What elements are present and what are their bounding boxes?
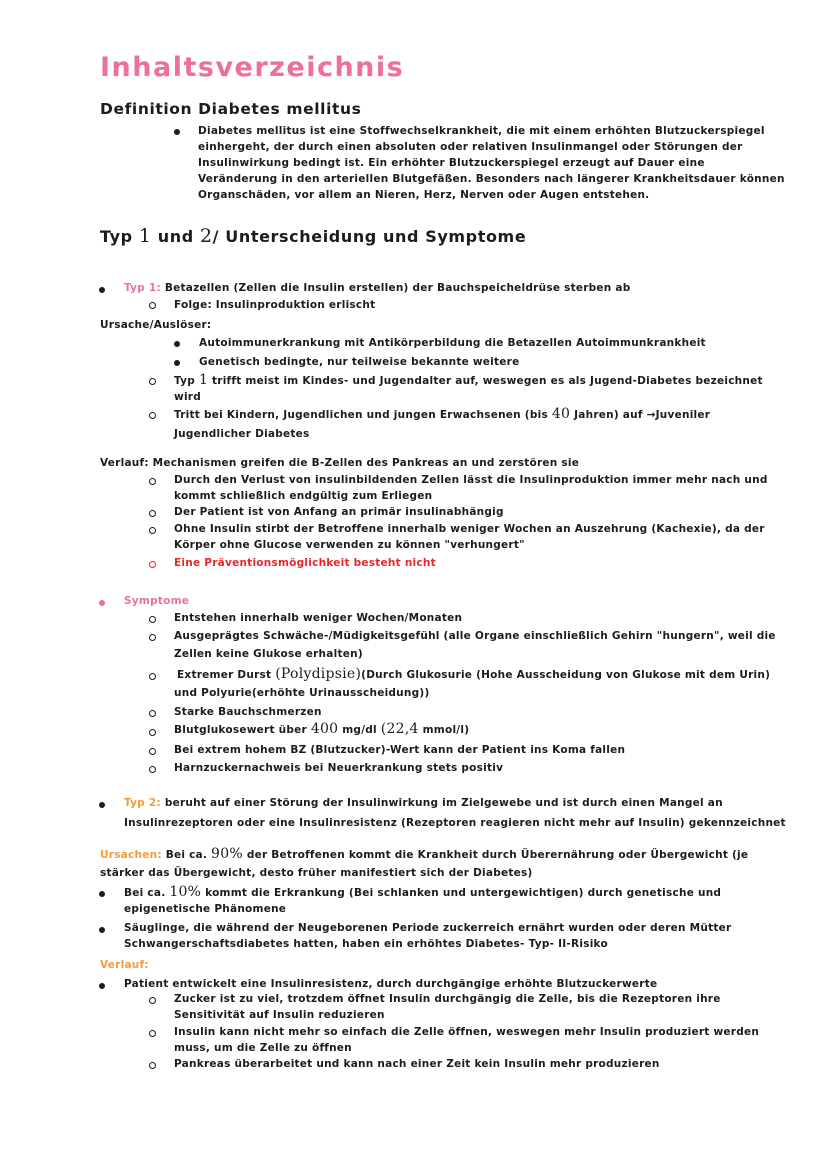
typ1-tritt: Tritt bei Kindern, Jugendlichen und jungen Erwachsenen (bis 40 Jahren) auf →Juveniler Jugendlicher Diabetes	[174, 406, 711, 440]
circle-bullet	[149, 748, 156, 755]
circle-bullet	[149, 710, 156, 717]
ursache-item: Genetisch bedingte, nur teilweise bekannte weitere	[199, 356, 520, 368]
definition-line: Veränderung in den arteriellen Blutgefäßen. Besonders nach längerer Krankheitsdauer können	[198, 173, 785, 185]
circle-bullet	[149, 412, 156, 419]
bullet-dot	[174, 341, 180, 347]
prevention-warning: Eine Präventionsmöglichkeit besteht nicht	[174, 557, 436, 569]
circle-bullet	[149, 729, 156, 736]
page-title: Inhaltsverzeichnis	[100, 52, 405, 83]
circle-bullet	[149, 673, 156, 680]
symptom-item: Bei extrem hohem BZ (Blutzucker)-Wert kann der Patient ins Koma fallen	[174, 744, 626, 756]
definition-heading: Definition Diabetes mellitus	[100, 100, 362, 118]
definition-line: einhergeht, der durch einen absoluten oder relativen Insulinmangel oder Störungen der	[198, 141, 743, 153]
circle-bullet	[149, 510, 156, 517]
typ1-alter: Typ 1 trifft meist im Kindes- und Jugendalter auf, weswegen es als Jugend-Diabetes bezeichnet wird	[174, 372, 763, 403]
typ2-bullet: Bei ca. 10% kommt die Erkrankung (Bei schlanken und untergewichtigen) durch genetische und epigenetische Phänomene	[124, 884, 722, 915]
circle-bullet	[149, 561, 156, 568]
typ1-label: Typ 1:	[124, 282, 161, 294]
symptome-label: Symptome	[124, 595, 190, 607]
circle-bullet	[149, 766, 156, 773]
circle-bullet	[149, 378, 156, 385]
circle-bullet	[149, 302, 156, 309]
verlauf-item: Pankreas überarbeitet und kann nach einer Zeit kein Insulin mehr produzieren	[174, 1058, 660, 1070]
circle-bullet	[149, 997, 156, 1004]
symptom-item: Entstehen innerhalb weniger Wochen/Monaten	[174, 612, 463, 624]
typ2-verlauf: Patient entwickelt eine Insulinresistenz, durch durchgängige erhöhte Blutzuckerwerte	[124, 978, 658, 990]
verlauf-item: Insulin kann nicht mehr so einfach die Zelle öffnen, weswegen mehr Insulin produziert werden muss, um die Zelle zu öffnen	[174, 1026, 760, 1054]
circle-bullet	[149, 1030, 156, 1037]
definition-paragraph	[198, 123, 785, 203]
section-heading-typ: Typ 1 und 2/ Unterscheidung und Symptome	[100, 225, 527, 247]
typ2-bullet: Säuglinge, die während der Neugeborenen Periode zuckerreich ernährt wurden oder deren Mütter Schwangerschaftsdiabetes hatten, haben ein erhöhtes Diabetes- Typ- II-Risiko	[124, 922, 732, 950]
circle-bullet	[149, 616, 156, 623]
typ2-ursachen: Ursachen: Bei ca. 90% der Betroffenen kommt die Krankheit durch Überernährung oder Übergewicht (je stärker das Übergewicht, desto früher manifestiert sich der Diabetes)	[100, 846, 749, 879]
typ2-paragraph: Typ 2: beruht auf einer Störung der Insulinwirkung im Zielgewebe und ist durch einen Mangel an Insulinrezeptoren oder eine Insulinresistenz (Rezeptoren reagieren nicht mehr auf Insulin) gekennzeichnet	[124, 797, 786, 829]
symptom-item: Extremer Durst (Polydipsie)(Durch Glukosurie (Hohe Ausscheidung von Glukose mit dem Urin) und Polyurie(erhöhte Urinausscheidung))	[174, 666, 771, 699]
bullet-dot	[99, 927, 105, 933]
ursache-item: Autoimmunerkrankung mit Antikörperbildung die Betazellen Autoimmunkrankheit	[199, 337, 706, 349]
typ1-folge: Folge: Insulinproduktion erlischt	[174, 299, 376, 311]
definition-line: Diabetes mellitus ist eine Stoffwechselkrankheit, die mit einem erhöhten Blutzuckerspiegel	[198, 125, 765, 137]
verlauf-label: Verlauf:	[100, 959, 149, 971]
bullet-dot	[99, 983, 105, 989]
verlauf-heading: Verlauf: Mechanismen greifen die B-Zellen des Pankreas an und zerstören sie	[100, 457, 580, 469]
bullet-dot	[174, 129, 180, 135]
verlauf-item: Der Patient ist von Anfang an primär insulinabhängig	[174, 506, 504, 518]
verlauf-item: Ohne Insulin stirbt der Betroffene innerhalb weniger Wochen an Auszehrung (Kachexie), da der Körper ohne Glucose verwenden zu können "verhungert"	[174, 523, 765, 551]
circle-bullet	[149, 1062, 156, 1069]
verlauf-item: Zucker ist zu viel, trotzdem öffnet Insulin durchgängig die Zelle, bis die Rezeptoren ihre Sensitivität auf Insulin reduzieren	[174, 993, 721, 1021]
symptom-item: Blutglukosewert über 400 mg/dl (22,4 mmol/l)	[174, 721, 470, 737]
verlauf-item: Durch den Verlust von insulinbildenden Zellen lässt die Insulinproduktion immer mehr nach und kommt schließlich endgültig zum Erliegen	[174, 474, 768, 502]
definition-line: Insulinwirkung bedingt ist. Ein erhöhter Blutzuckerspiegel erzeugt auf Dauer eine	[198, 157, 705, 169]
symptom-item: Harnzuckernachweis bei Neuerkrankung stets positiv	[174, 762, 504, 774]
typ1-line: Typ 1: Betazellen (Zellen die Insulin erstellen) der Bauchspeicheldrüse sterben ab	[124, 282, 631, 294]
ursachen-label: Ursachen:	[100, 849, 162, 861]
bullet-dot	[99, 600, 105, 606]
symptom-item: Starke Bauchschmerzen	[174, 706, 322, 718]
circle-bullet	[149, 634, 156, 641]
circle-bullet	[149, 478, 156, 485]
bullet-dot	[174, 360, 180, 366]
bullet-dot	[99, 802, 105, 808]
symptom-item: Ausgeprägtes Schwäche-/Müdigkeitsgefühl (alle Organe einschließlich Gehirn "hungern", weil die Zellen keine Glukose erhalten)	[174, 630, 776, 660]
circle-bullet	[149, 527, 156, 534]
typ2-label: Typ 2:	[124, 797, 161, 809]
bullet-dot	[99, 891, 105, 897]
definition-line: Organschäden, vor allem an Nieren, Herz, Nerven oder Augen entstehen.	[198, 189, 650, 201]
bullet-dot	[99, 287, 105, 293]
ursache-label: Ursache/Auslöser:	[100, 319, 212, 331]
